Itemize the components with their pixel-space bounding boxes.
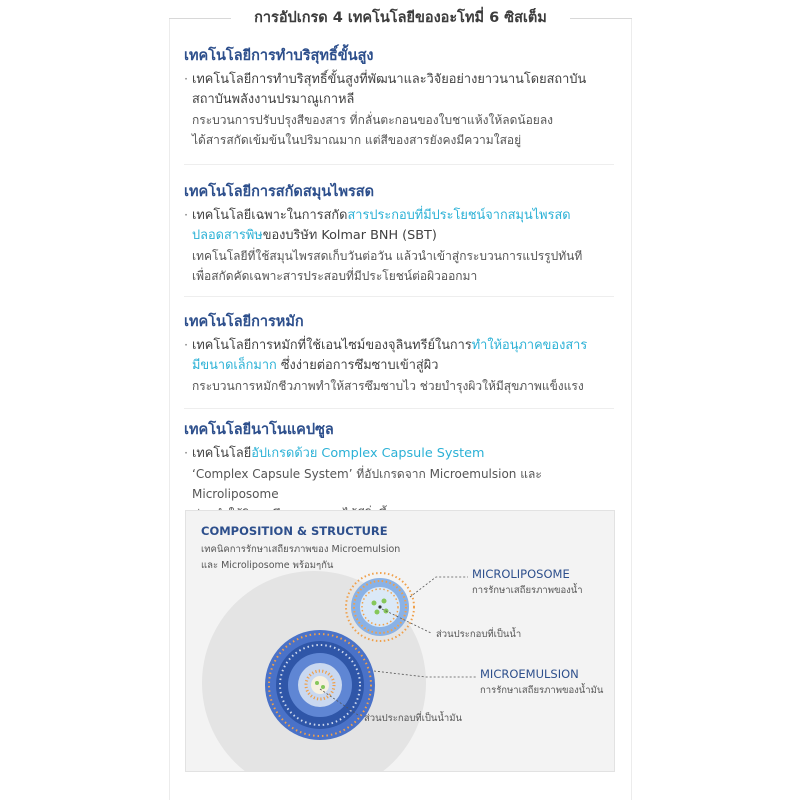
bullet-text: ซึ่งง่ายต่อการซึมซาบเข้าสู่ผิว [276,358,439,373]
divider [184,408,614,409]
section-title: เทคโนโลยีการทำบริสุทธิ์ขั้นสูง [184,48,374,64]
section-title: เทคโนโลยีการหมัก [184,314,304,330]
leader-line [410,577,468,597]
section-description [184,110,624,150]
page-title: การอัปเกรด 4 เทคโนโลยีของอะโทมี่ 6 ซิสเต็ม [254,10,547,26]
page-header [169,6,632,30]
microemulsion-sublabel: การรักษาเสถียรภาพของน้ำมัน [480,685,604,696]
description-line: เพื่อสกัดคัดเฉพาะสารประสอบที่มีประโยชน์ต่อผิวออกมา [192,269,478,283]
microliposome-label: MICROLIPOSOME [472,567,570,581]
bullet-dot-icon: · [184,446,189,461]
composition-diagram [185,510,615,772]
bullet-text: เทคโนโลยีเฉพาะในการสกัด [192,208,348,223]
bullet-text: เทคโนโลยีการทำบริสุทธิ์ขั้นสูงที่พัฒนาและวิจัยอย่างยาวนานโดยสถาบัน [192,72,587,87]
description-line: ‘Complex Capsule System’ ที่อัปเกรดจาก Microemulsion และ Microliposome [192,467,542,501]
divider [184,296,614,297]
bullet-text: เทคโนโลยี [192,446,252,461]
diagram-subtitle-line: เทคนิคการรักษาเสถียรภาพของ Microemulsion [201,544,401,555]
diagram-subtitle [201,542,400,574]
bullet-text: ของบริษัท Kolmar BNH (SBT) [262,228,437,243]
section-description [184,246,624,286]
description-line: เทคโนโลยีที่ใช้สมุนไพรสดเก็บวันต่อวัน แล้วนำเข้าสู่กระบวนการแปรรูปทันที [192,249,583,263]
bullet-dot-icon: · [184,208,189,223]
oil-part-label: ส่วนประกอบที่เป็นน้ำมัน [364,713,462,724]
section-bullet [184,336,624,376]
bullet-highlight: ปลอดสารพิษ [192,228,263,243]
section-bullet [184,70,624,110]
description-line: กระบวนการหมักชีวภาพทำให้สารซึมซาบไว ช่วยบำรุงผิวให้มีสุขภาพแข็งแรง [192,379,584,393]
microemulsion-icon [265,630,375,740]
microemulsion-label: MICROEMULSION [480,667,579,681]
water-part-label: ส่วนประกอบที่เป็นน้ำ [436,629,522,640]
section-fresh-herb-extraction [184,180,624,286]
section-nanocapsule [184,418,624,524]
bullet-dot-icon: · [184,338,189,353]
diagram-subtitle-line: และ Microliposome พร้อมๆกัน [201,560,334,571]
section-fermentation [184,310,624,396]
divider [184,164,614,165]
bullet-highlight: ทำให้อนุภาคของสาร [471,338,588,353]
section-purification [184,44,624,150]
bullet-text-line2: สถาบันพลังงานปรมาณูเกาหลี [192,92,355,107]
bullet-highlight: สารประกอบที่มีประโยชน์จากสมุนไพรสด [347,208,571,223]
bullet-highlight: อัปเกรดด้วย Complex Capsule System [251,446,485,461]
bullet-text: เทคโนโลยีการหมักที่ใช้เอนไซม์ของจุลินทรีย์ในการ [192,338,472,353]
description-line: ได้สารสกัดเข้มข้นในปริมาณมาก แต่สีของสารยังคงมีความใสอยู่ [192,133,522,147]
section-description [184,376,624,396]
bullet-highlight: มีขนาดเล็กมาก [192,358,277,373]
microliposome-sublabel: การรักษาเสถียรภาพของน้ำ [472,585,583,596]
description-line: กระบวนการปรับปรุงสีของสาร ที่กลั่นตะกอนของใบชาแห้งให้ลดน้อยลง [192,113,554,127]
section-title: เทคโนโลยีการสกัดสมุนไพรสด [184,184,375,200]
header-rule-right [570,18,632,19]
section-title: เทคโนโลยีนาโนแคปซูล [184,422,334,438]
section-bullet [184,206,624,246]
diagram-title: COMPOSITION & STRUCTURE [201,524,388,538]
bullet-dot-icon: · [184,72,189,87]
section-bullet [184,444,624,464]
